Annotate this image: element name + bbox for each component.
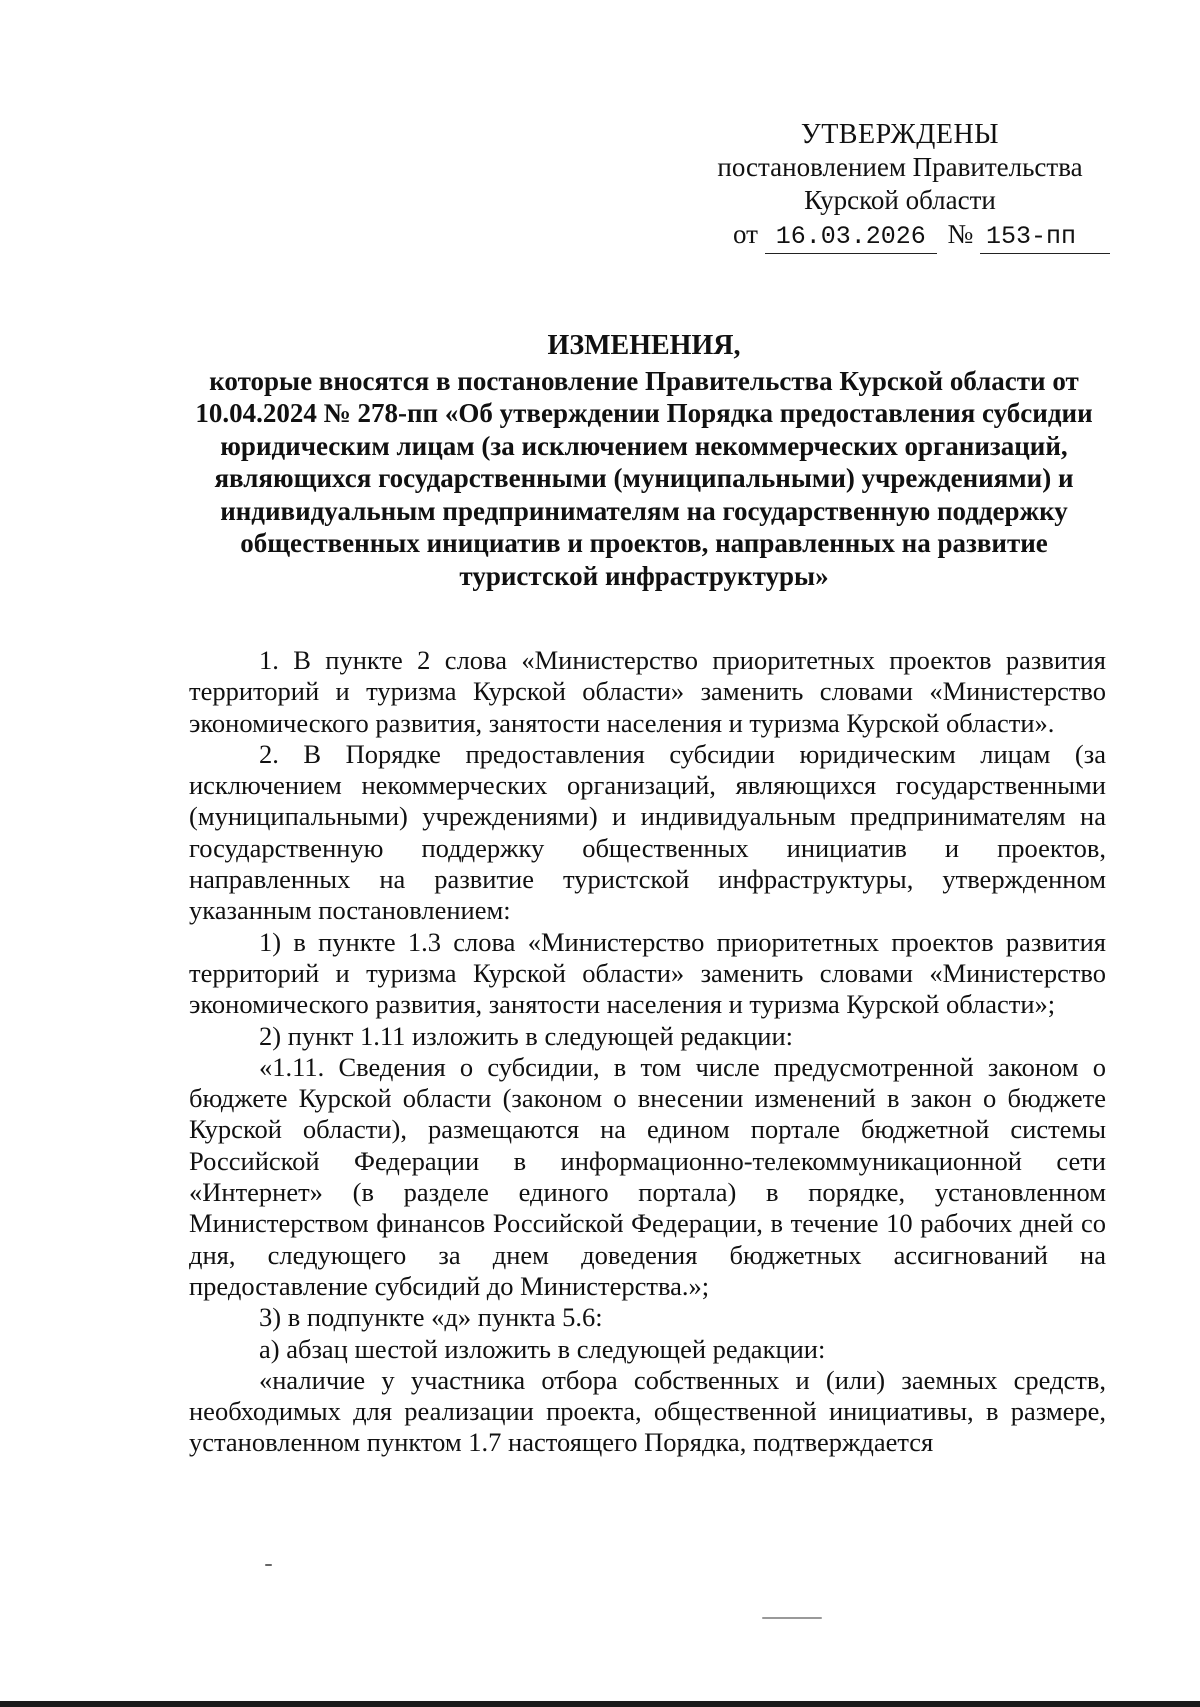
heading-title: ИЗМЕНЕНИЯ,	[547, 330, 741, 361]
approval-number: 153-пп	[980, 220, 1110, 254]
heading-subtitle: которые вносятся в постановление Правительства Курской области от 10.04.2024 № 278-пп «Об утверждении Порядка предоставления субсидии юридическим лицам (за исключением некоммерческих организаций, являющихся государственными (муниципальными) учреждениями) и индивидуальным предпринимателям на государственную поддержку общественных инициатив и проектов, направленных на развитие туристской инфраструктуры»	[195, 365, 1093, 591]
paragraph: 2. В Порядке предоставления субсидии юридическим лицам (за исключением некоммерческих организаций, являющихся государственными (муниципальными) учреждениями) и индивидуальным предпринимателям на государственную поддержку общественных инициатив и проектов, направленных на развитие туристской инфраструктуры, утвержденном указанным постановлением:	[189, 738, 1106, 926]
approval-date-number	[690, 218, 1110, 254]
paragraph: а) абзац шестой изложить в следующей редакции:	[259, 1333, 826, 1364]
number-prefix: №	[947, 219, 974, 249]
date-prefix: от	[733, 219, 758, 249]
paragraph: 2) пункт 1.11 изложить в следующей редакции:	[259, 1020, 794, 1051]
approval-stamp	[690, 118, 1110, 254]
paragraph: 1. В пункте 2 слова «Министерство приоритетных проектов развития территорий и туризма Курской области» заменить словами «Министерство экономического развития, занятости населения и туризма Курской области».	[189, 645, 1106, 738]
approval-title: УТВЕРЖДЕНЫ	[800, 119, 1000, 150]
paragraph: 1) в пункте 1.3 слова «Министерство приоритетных проектов развития территорий и туризма Курской области» заменить словами «Министерство экономического развития, занятости населения и туризма Курской области»;	[189, 926, 1106, 1020]
scan-edge	[0, 1701, 1200, 1707]
scan-speck	[265, 1564, 272, 1566]
scan-speck	[762, 1617, 822, 1619]
paragraph: «наличие у участника отбора собственных и (или) заемных средств, необходимых для реализации проекта, общественной инициативы, в размере, установленном пунктом 1.7 настоящего Порядка, подтверждается	[189, 1364, 1106, 1458]
approval-line-2: Курской области	[804, 185, 996, 215]
approval-line-1: постановлением Правительства	[717, 152, 1083, 182]
document-heading	[190, 330, 1098, 592]
paragraph: 3) в подпункте «д» пункта 5.6:	[259, 1302, 603, 1333]
paragraph: «1.11. Сведения о субсидии, в том числе предусмотренной законом о бюджете Курской области (законом о внесении изменений в закон о бюджете Курской области), размещаются на едином портале бюджетной системы Российской Федерации в информационно-телекоммуникационной сети «Интернет» (в разделе единого портала) в порядке, установленном Министерством финансов Российской Федерации, в течение 10 рабочих дней со дня, следующего за днем доведения бюджетных ассигнований на предоставление субсидий до Министерства.»;	[189, 1051, 1106, 1301]
approval-date: 16.03.2026	[765, 220, 937, 254]
document-body	[189, 645, 1106, 1459]
